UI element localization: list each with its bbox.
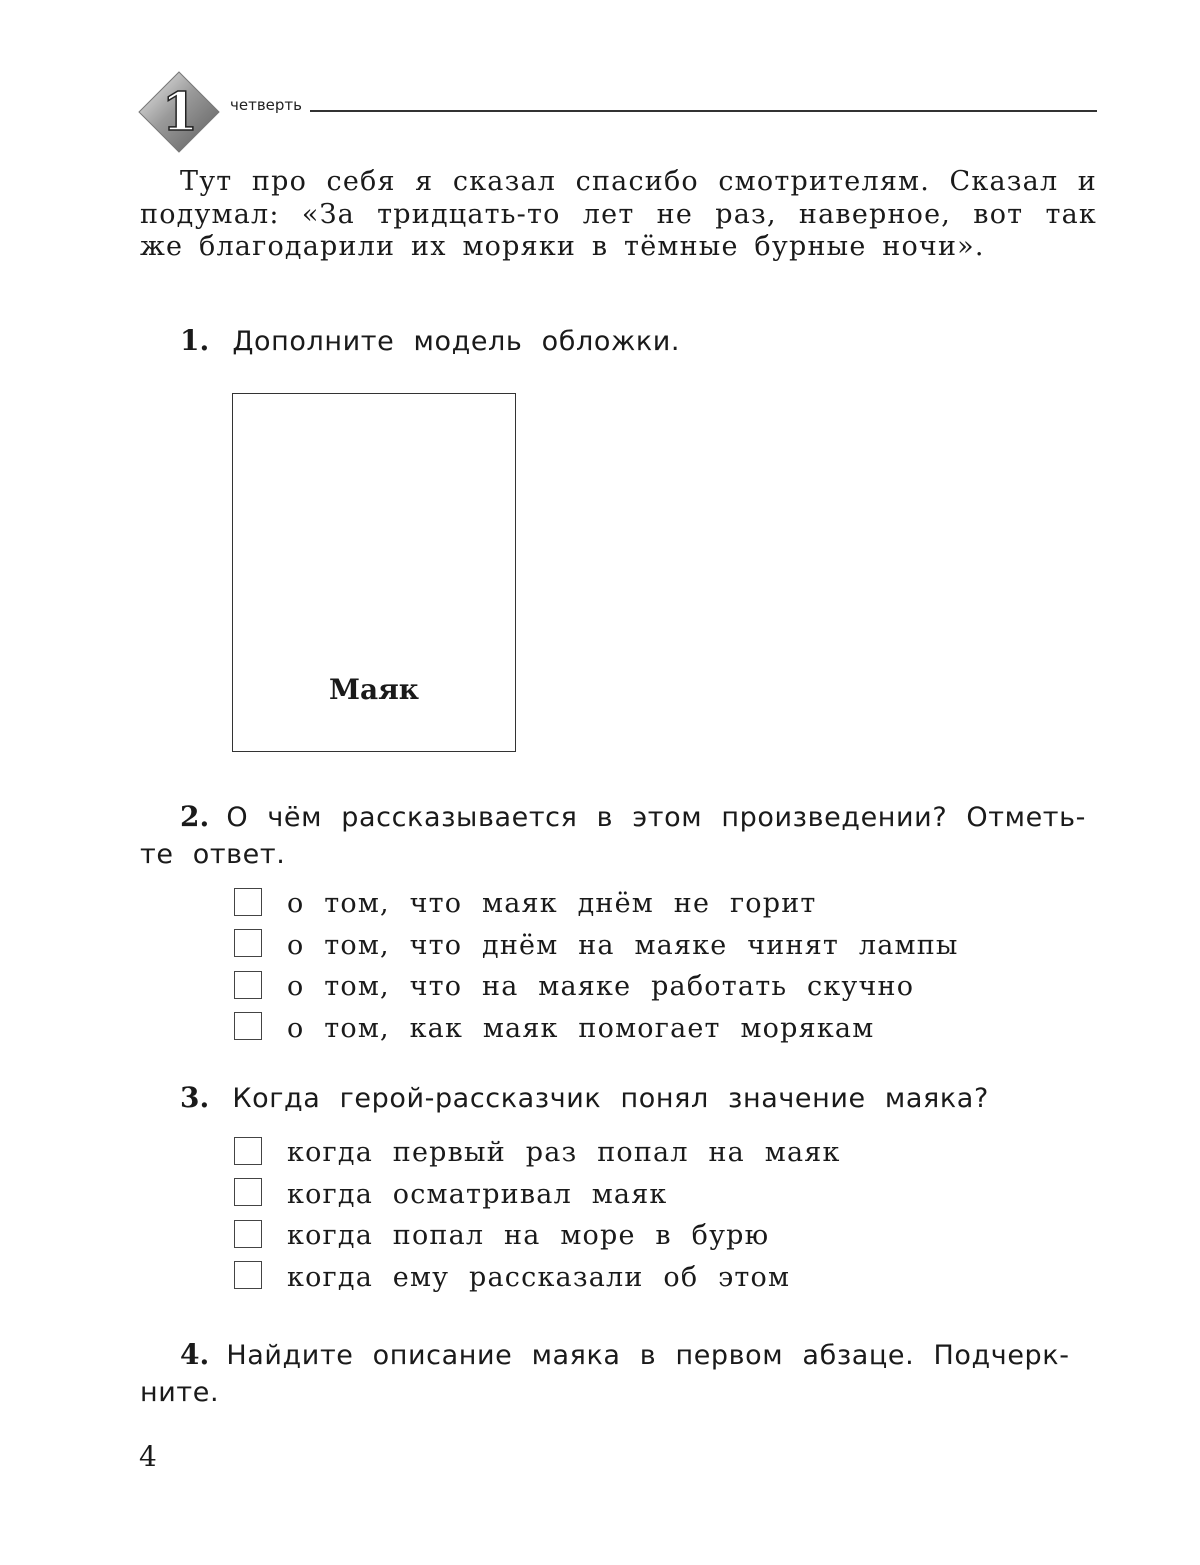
- task-2-option: [234, 925, 1054, 967]
- option-label: когда осматривал маяк: [287, 1178, 668, 1210]
- quarter-number: 1: [161, 82, 199, 143]
- task-2-option: [234, 1008, 1054, 1050]
- task-3-text: Когда герой-рассказчик понял значение маяка?: [232, 1083, 989, 1114]
- task-2-option: [234, 966, 1054, 1008]
- quarter-label: четверть: [230, 96, 302, 114]
- page-number: 4: [139, 1440, 157, 1473]
- task-3-number: 3.: [180, 1081, 210, 1114]
- checkbox[interactable]: [234, 971, 262, 999]
- task-4-number: 4.: [180, 1338, 210, 1371]
- task-3-option: [234, 1132, 1054, 1174]
- task-4-text-line-2: ните.: [140, 1377, 220, 1408]
- task-2-options: [234, 883, 1054, 1049]
- task-2: [140, 800, 1097, 875]
- checkbox[interactable]: [234, 888, 262, 916]
- task-3-option: [234, 1257, 1054, 1299]
- task-4: [140, 1338, 1097, 1413]
- task-3: [180, 1081, 989, 1114]
- option-label: о том, что на маяке работать скучно: [287, 971, 915, 1003]
- quarter-badge: [137, 70, 221, 154]
- diamond-badge-icon: [137, 70, 221, 154]
- option-label: когда ему рассказали об этом: [287, 1261, 791, 1293]
- checkbox[interactable]: [234, 1220, 262, 1248]
- header-rule: [310, 110, 1097, 112]
- task-2-number: 2.: [180, 800, 210, 833]
- task-2-line-2: [140, 838, 1097, 875]
- checkbox[interactable]: [234, 929, 262, 957]
- task-2-line-1: [140, 800, 1097, 838]
- intro-paragraph: Тут про себя я сказал спасибо смотрителям. Сказал и подумал: «За тридцать-то лет не раз, наверное, вот так же благодарили их моряки в тёмные бурные ночи».: [140, 166, 1097, 262]
- task-3-options: [234, 1132, 1054, 1298]
- option-label: о том, как маяк помогает морякам: [287, 1012, 875, 1044]
- option-label: когда первый раз попал на маяк: [287, 1137, 841, 1169]
- option-label: когда попал на море в бурю: [287, 1220, 770, 1252]
- option-label: о том, что маяк днём не горит: [287, 888, 817, 920]
- checkbox[interactable]: [234, 1012, 262, 1040]
- cover-model-box[interactable]: [232, 393, 516, 752]
- task-4-line-2: [140, 1376, 1097, 1413]
- checkbox[interactable]: [234, 1137, 262, 1165]
- task-4-line-1: [140, 1338, 1097, 1376]
- task-1: [180, 324, 680, 357]
- task-2-option: [234, 883, 1054, 925]
- task-4-text-line-1: Найдите описание маяка в первом абзаце. Подчерк-: [226, 1340, 1070, 1371]
- task-1-text: Дополните модель обложки.: [232, 326, 681, 357]
- task-3-option: [234, 1215, 1054, 1257]
- task-2-text-line-2: те ответ.: [140, 839, 286, 870]
- cover-title: Маяк: [328, 673, 420, 706]
- option-label: о том, что днём на маяке чинят лампы: [287, 929, 959, 961]
- checkbox[interactable]: [234, 1178, 262, 1206]
- checkbox[interactable]: [234, 1261, 262, 1289]
- task-3-option: [234, 1174, 1054, 1216]
- task-2-text-line-1: О чём рассказывается в этом произведении? Отметь-: [226, 802, 1086, 833]
- task-1-number: 1.: [180, 324, 210, 357]
